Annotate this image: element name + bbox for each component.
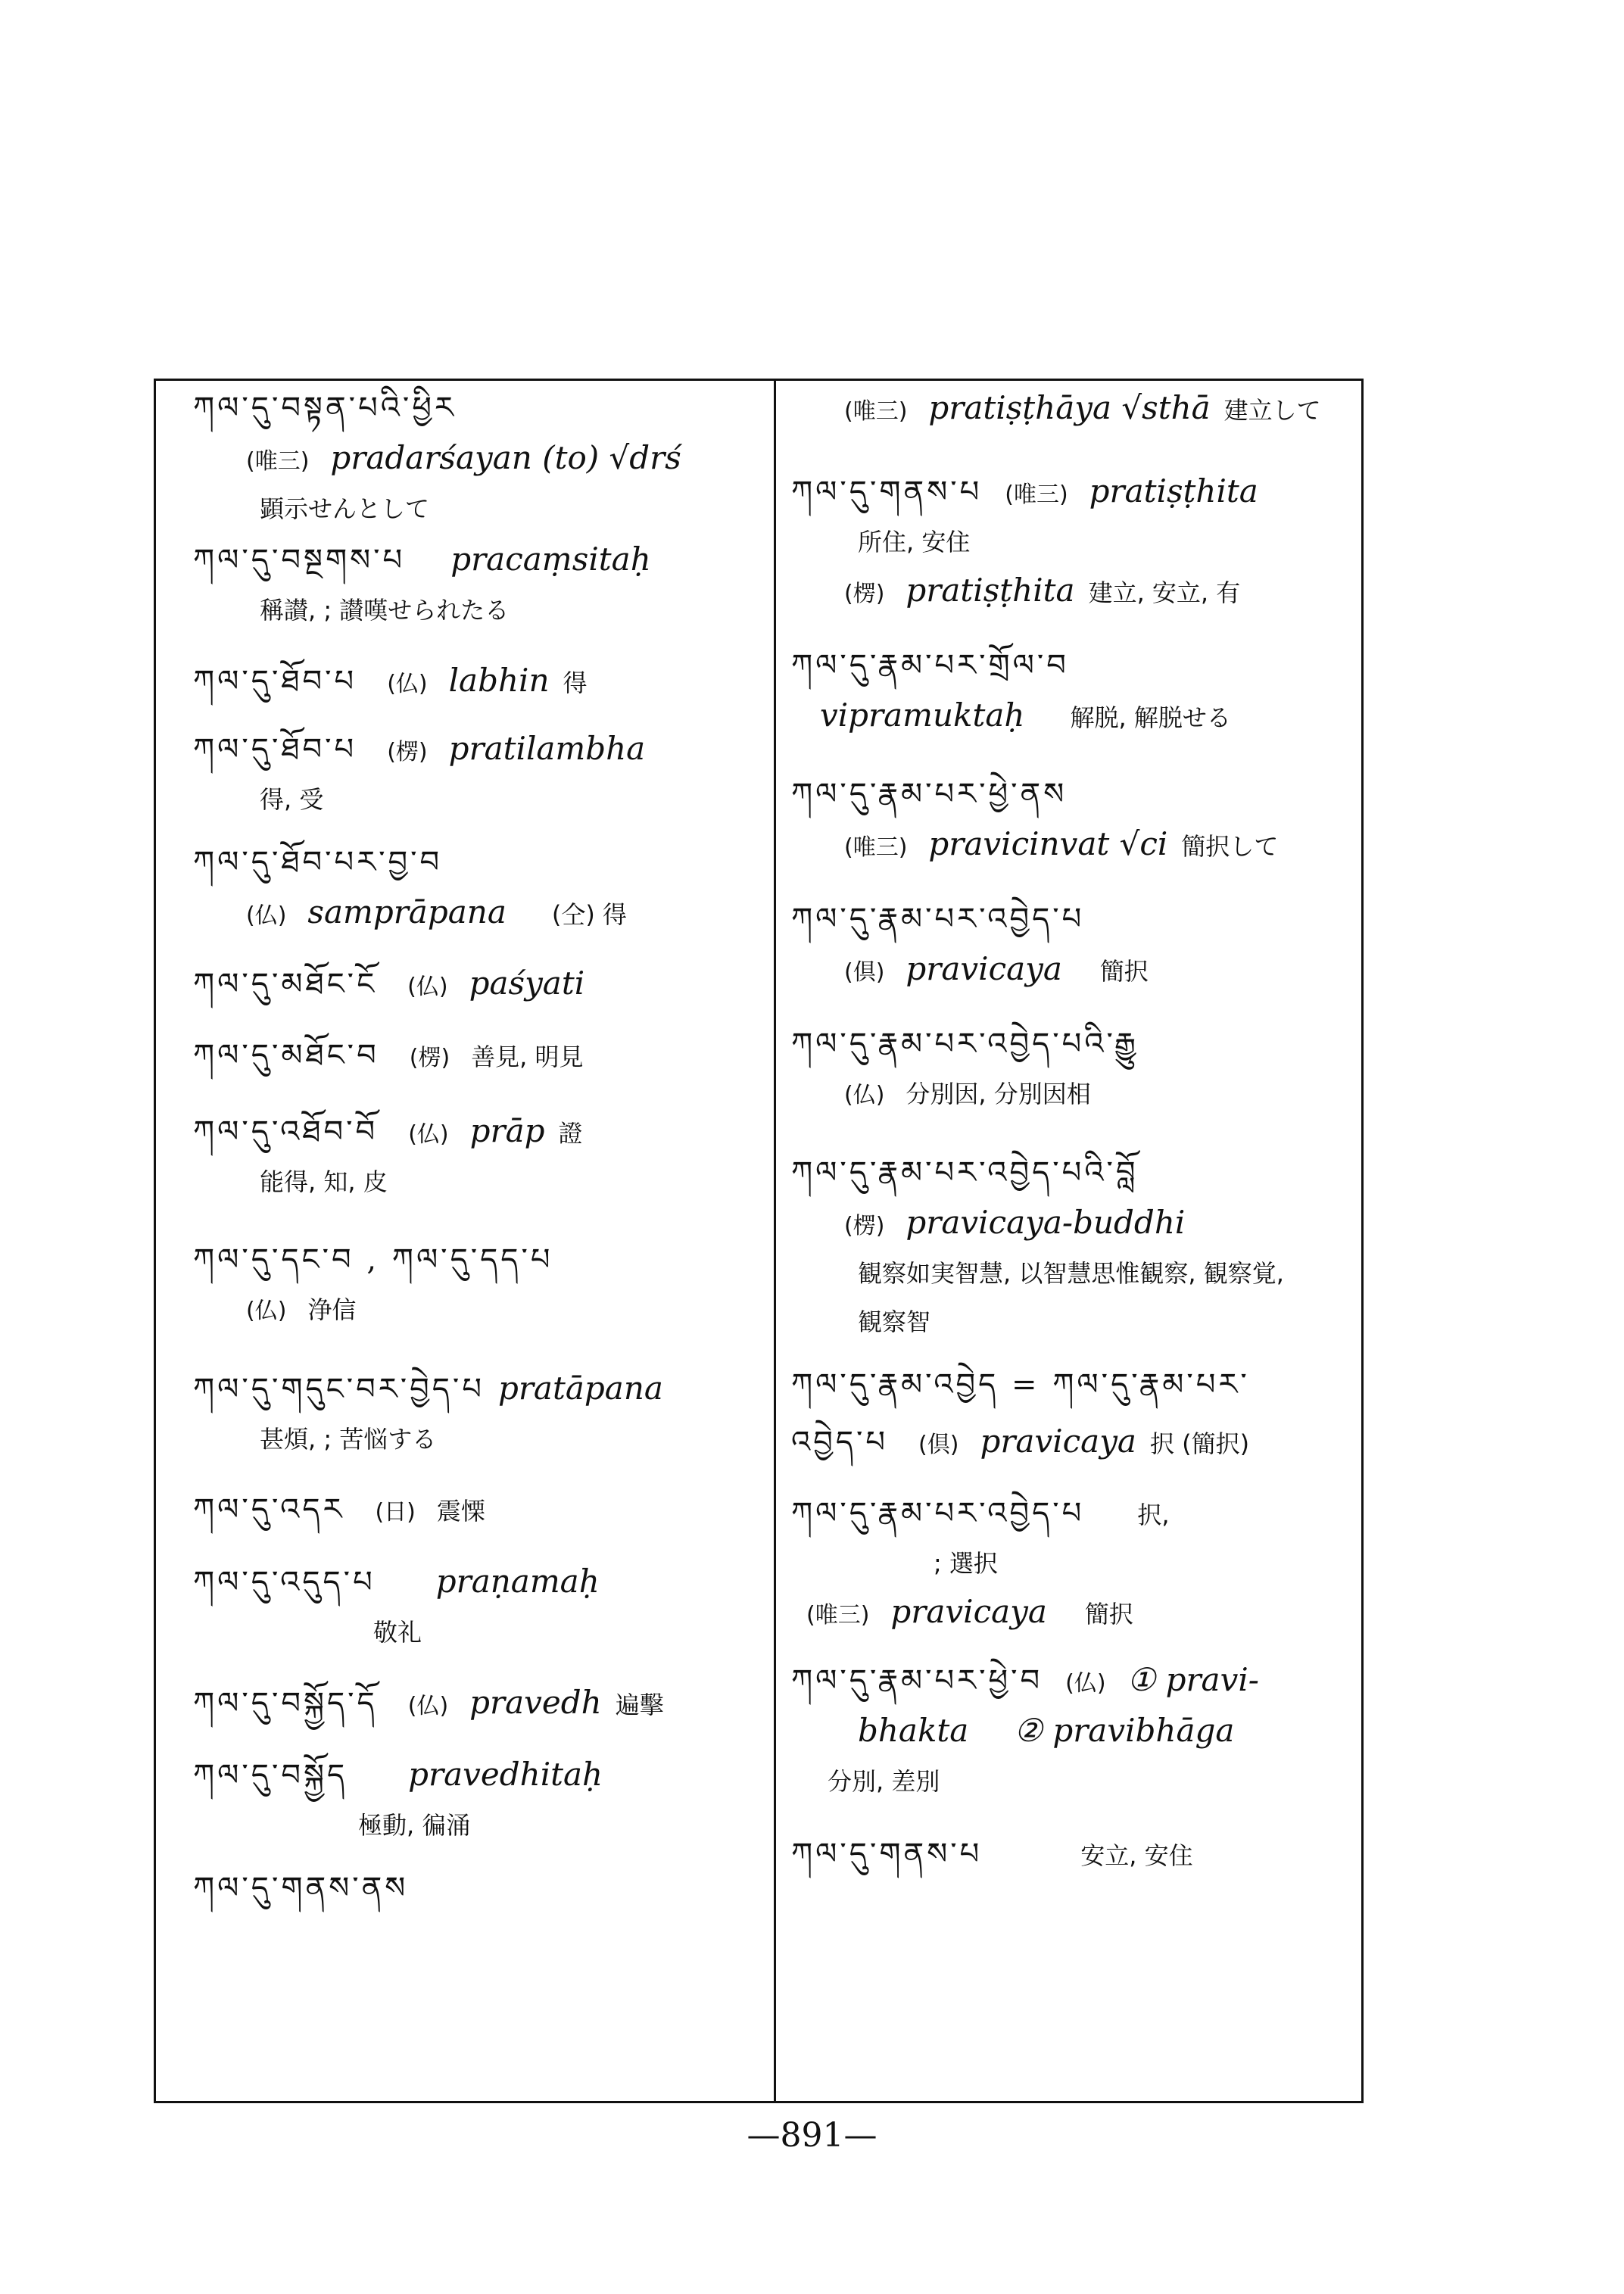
dictionary-entry: (唯三) pratiṣṭhāya √sthā 建立して <box>844 389 1321 426</box>
dictionary-entry: ཀལ་དུ་རྣམ་པར་འབྱེད་པ 択, ; 選択 (唯三) pravicaya 簡択 <box>791 1496 1170 1630</box>
dictionary-entry: ཀལ་དུ་རྣམ་པར་འབྱེད་པའི་བློ (楞) pravicaya-buddhi 観察如実智慧, 以智慧思惟観察, 観察覚, 観察智 <box>791 1155 1284 1336</box>
dictionary-entry: ཀལ་དུ་མཐོང་ངོ (仏) paśyati <box>193 965 585 1002</box>
tibetan-headword: ཀལ་དུ་བསྟན་པའི་ཕྱིར <box>193 391 457 425</box>
dictionary-entry: ཀལ་དུ་འཐོབ་བོ (仏) prāp 證 能得, 知, 皮 <box>193 1112 583 1196</box>
dictionary-entry: ཀལ་དུ་གནས་ནས <box>193 1871 409 1906</box>
dictionary-entry: ཀལ་དུ་དང་བ , ཀལ་དུ་དད་པ (仏) 浄信 <box>193 1242 553 1324</box>
dictionary-entry: ཀལ་དུ་གནས་པ (唯三) pratiṣṭhita 所住, 安住 (楞) pratiṣṭhita 建立, 安立, 有 <box>791 472 1258 609</box>
dictionary-entry: ཀལ་དུ་རྣམ་པར་གྲོལ་བ vipramuktaḥ 解脱, 解脱せる <box>791 648 1231 734</box>
dictionary-entry: ཀལ་དུ་ཐོབ་པ (楞) pratilambha 得, 受 <box>193 730 646 814</box>
dictionary-entry: འབྱེད་པ (倶) pravicaya 択 (簡択) <box>791 1423 1250 1460</box>
dictionary-entry: ཀལ་དུ་རྣམ་པར་ཕྱེ་བ (仏) ① pravi- bhakta ② pravibhāga 分別, 差別 <box>791 1661 1259 1796</box>
dictionary-entry: ཀལ་དུ་བསྐྱོད pravedhitaḥ 極動, 徧涌 <box>193 1756 603 1840</box>
dictionary-entry: ཀལ་དུ་རྣམ་པར་འབྱེད་པའི་རྒྱུ (仏) 分別因, 分別因相 <box>791 1027 1139 1108</box>
dictionary-entry: ཀལ་དུ་རྣམ་པར་འབྱེད་པ (倶) pravicaya 簡択 <box>791 902 1149 987</box>
dictionary-entry: ཀལ་དུ་མཐོང་བ (楞) 善見, 明見 <box>193 1038 584 1073</box>
dictionary-entry: ཀལ་དུ་བསྐྱོད་དོ (仏) pravedh 遍擊 <box>193 1684 664 1721</box>
dictionary-entry: ཀལ་དུ་འདུད་པ praṇamaḥ 敬礼 <box>193 1563 600 1647</box>
dictionary-entry: ཀལ་དུ་འདར (日) 震慄 <box>193 1492 485 1527</box>
dictionary-entry: ཀལ་དུ་ཐོབ་པ (仏) labhin 得 <box>193 662 588 699</box>
dictionary-entry: ཀལ་དུ་རྣམ་པར་ཕྱེ་ནས (唯三) pravicinvat √ci 簡択して <box>791 777 1279 862</box>
dictionary-entry: ཀལ་དུ་བསྔགས་པ pracaṃsitaḥ 稱讃, ; 讃嘆せられたる <box>193 541 651 625</box>
dictionary-entry: ཀལ་དུ་གདུང་བར་བྱེད་པ pratāpana 甚煩, ; 苦悩する <box>193 1370 663 1454</box>
left-column <box>193 386 784 1919</box>
dictionary-entry: ཀལ་དུ་གནས་པ 安立, 安住 <box>791 1837 1193 1872</box>
page-number: —891— <box>747 2116 877 2155</box>
right-column <box>791 386 1382 1900</box>
dictionary-entry: ཀལ་དུ་རྣམ་འབྱེད = ཀལ་དུ་རྣམ་པར་ <box>791 1367 1250 1402</box>
dictionary-entry: ཀལ་དུ་བསྟན་པའི་ཕྱིར (唯三) pradarśayan (to) √drś 顕示せんとして <box>193 391 681 523</box>
dictionary-entry: ཀལ་དུ་ཐོབ་པར་བྱ་བ (仏) samprāpana (仝) 得 <box>193 845 628 930</box>
